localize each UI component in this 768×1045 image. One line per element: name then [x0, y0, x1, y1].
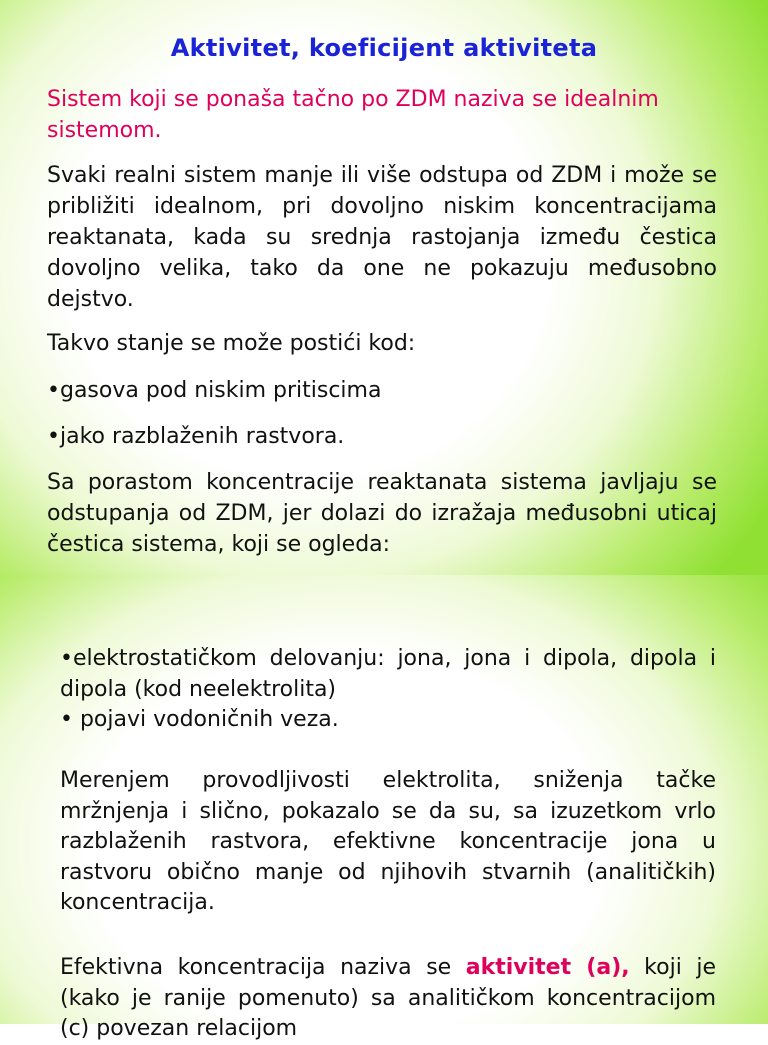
aktivitet-highlight: aktivitet (a), — [465, 955, 630, 980]
bullet-gasova: •gasova pod niskim pritiscima — [47, 378, 382, 403]
intro-text: Sistem koji se ponaša tačno po ZDM naziva se idealnim sistemom. — [47, 87, 659, 143]
slide-title: Aktivitet, koeficijent aktiviteta — [170, 34, 598, 62]
bullet-vodonicne-veze: • pojavi vodoničnih veza. — [60, 707, 339, 732]
bullet-rastvora: •jako razblaženih rastvora. — [47, 424, 345, 449]
bullet-elektrostaticko: •elektrostatičkom delovanju: jona, jona i dipola, dipola i dipola (kod neelektrolita) — [60, 646, 716, 702]
efektivna-text-end: koji je (kako je ranije pomenuto) sa analitičkom koncentracijom (c) povezan relacijom — [60, 955, 716, 1041]
paragraph-takvo-stanje: Takvo stanje se može postići kod: — [47, 331, 416, 356]
paragraph-porast-koncentracije: Sa porastom koncentracije reaktanata sistema javljaju se odstupanja od ZDM, jer dolazi do izražaja međusobni uticaj čestica sistema, koji se ogleda: — [47, 470, 717, 557]
paragraph-merenjem: Merenjem provodljivosti elektrolita, sniženja tačke mržnjenja i slično, pokazalo se da su, sa izuzetkom vrlo razblaženih rastvora, efektivne koncentracije jona u rastvoru obično manje od njihovih stvarnih (analitičkih) koncentracija. — [60, 768, 716, 915]
efektivna-text: Efektivna koncentracija naziva se — [60, 955, 466, 980]
slide-2 — [0, 575, 768, 1041]
paragraph-efektivna-koncentracija — [60, 953, 716, 1045]
paragraph-realni-sistem: Svaki realni sistem manje ili više odstupa od ZDM i može se približiti idealnom, pri dovoljno niskim koncentracijama reaktanata, kada su srednja rastojanja između čestica dovoljno velika, tako da one ne pokazuju međusobno dejstvo. — [47, 163, 717, 312]
